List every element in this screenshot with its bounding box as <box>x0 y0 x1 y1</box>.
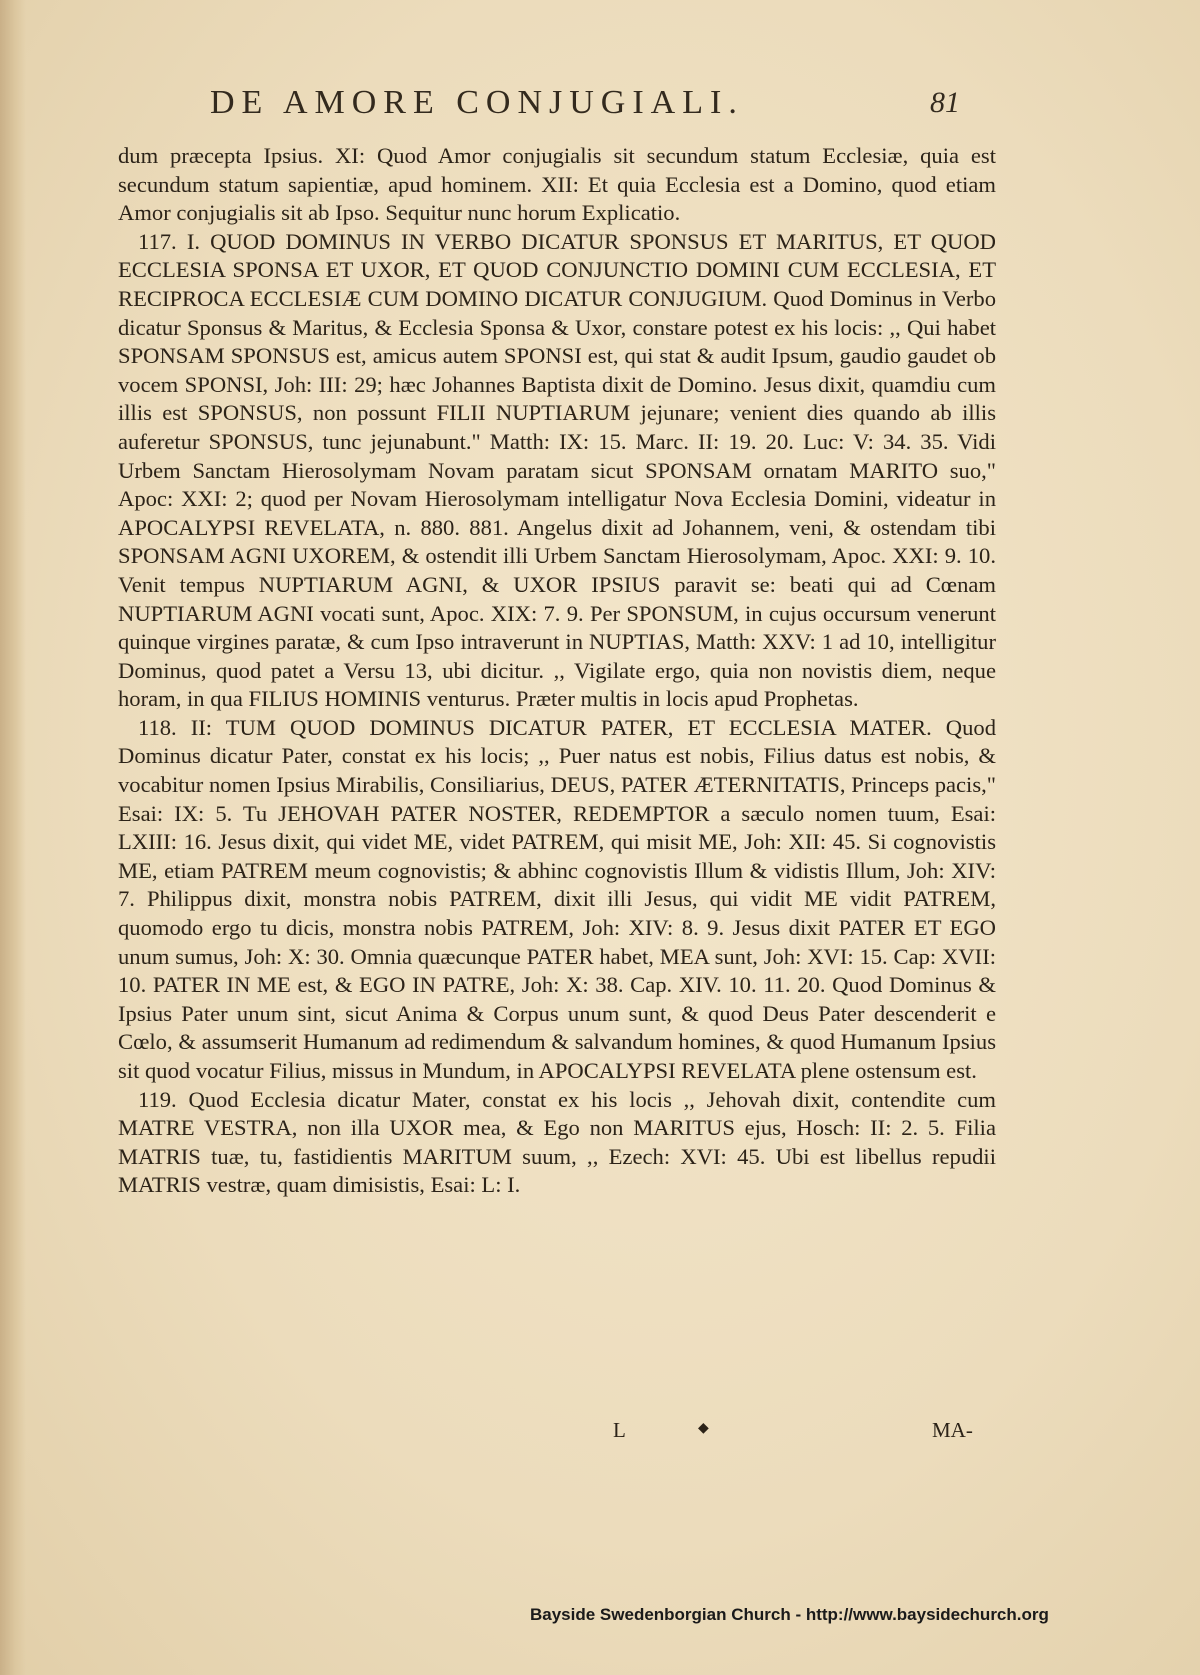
book-spine-shadow <box>0 0 26 1675</box>
catchword: MA- <box>932 1418 973 1442</box>
paragraph-119: 119. Quod Ecclesia dicatur Mater, constat ex his locis ,, Jehovah dixit, contendite cum MATRE VESTRA, non illa UXOR mea, & Ego non MARITUS ejus, Hosch: II: 2. 5. Filia MATRIS tuæ, tu, fastidientis MARITUM suum, ,, Ezech: XVI: 45. Ubi est libellus repudii MATRIS vestræ, quam dimisistis, Esai: L: I. <box>118 1086 996 1198</box>
text-body <box>118 142 996 1200</box>
printer-ornament: ◆ <box>698 1421 709 1436</box>
paragraph-117: 117. I. QUOD DOMINUS IN VERBO DICATUR SPONSUS ET MARITUS, ET QUOD ECCLESIA SPONSA ET UXOR, ET QUOD CONJUNCTIO DOMINI CUM ECCLESIA, ET RECIPROCA ECCLESIÆ CUM DOMINO DICATUR CONJUGIUM. Quod Dominus in Verbo dicatur Sponsus & Maritus, & Ecclesia Sponsa & Uxor, constare potest ex his locis: ,, Qui habet SPONSAM SPONSUS est, amicus autem SPONSI est, qui stat & audit Ipsum, gaudio gaudet ob vocem SPONSI, Joh: III: 29; hæc Johannes Baptista dixit de Domino. Jesus dixit, quamdiu cum illis est SPONSUS, non possunt FILII NUPTIARUM jejunare; venient dies quando ab illis auferetur SPONSUS, tunc jejunabunt." Matth: IX: 15. Marc. II: 19. 20. Luc: V: 34. 35. Vidi Urbem Sanctam Hierosolymam Novam paratam sicut SPONSAM ornatam MARITO suo," Apoc: XXI: 2; quod per Novam Hierosolymam intelligatur Nova Ecclesia Domini, videatur in APOCALYPSI REVELATA, n. 880. 881. Angelus dixit ad Johannem, veni, & ostendam tibi SPONSAM AGNI UXOREM, & ostendit illi Urbem Sanctam Hierosolymam, Apoc. XXI: 9. 10. Venit tempus NUPTIARUM AGNI, & UXOR IPSIUS paravit se: beati qui ad Cœnam NUPTIARUM AGNI vocati sunt, Apoc. XIX: 7. 9. Per SPONSUM, in cujus occursum venerunt quinque virgines paratæ, & cum Ipso intraverunt in NUPTIAS, Matth: XXV: 1 ad 10, intelligitur Dominus, quod patet a Versu 13, ubi dicitur. ,, Vigilate ergo, quia non novistis diem, neque horam, in qua FILIUS HOMINIS venturus. Præter multis in locis apud Prophetas. <box>118 228 996 712</box>
paragraph-118: 118. II: TUM QUOD DOMINUS DICATUR PATER, ET ECCLESIA MATER. Quod Dominus dicatur Pater, constat ex his locis; ,, Puer natus est nobis, Filius datus est nobis, & vocabitur nomen Ipsius Mirabilis, Consiliarius, DEUS, PATER ÆTERNITATIS, Princeps pacis," Esai: IX: 5. Tu JEHOVAH PATER NOSTER, REDEMPTOR a sæculo nomen tuum, Esai: LXIII: 16. Jesus dixit, qui videt ME, videt PATREM, qui misit ME, Joh: XII: 45. Si cognovistis ME, etiam PATREM meum cognovistis; & abhinc cognovistis Illum & vidistis Illum, Joh: XIV: 7. Philippus dixit, monstra nobis PATREM, dixit illi Jesus, qui vidit ME vidit PATREM, quomodo ergo tu dicis, monstra nobis PATREM, Joh: XIV: 8. 9. Jesus dixit PATER ET EGO unum sumus, Joh: X: 30. Omnia quæcunque PATER habet, MEA sunt, Joh: XVI: 15. Cap: XVII: 10. PATER IN ME est, & EGO IN PATRE, Joh: X: 38. Cap. XIV. 10. 11. 20. Quod Dominus & Ipsius Pater unum sint, sicut Anima & Corpus unum sunt, & quod Deus Pater descenderit e Cœlo, & assumserit Humanum ad redimendum & salvandum homines, & quod Humanum Ipsius sit quod vocatur Filius, missus in Mundum, in APOCALYPSI REVELATA plene ostensum est. <box>118 714 996 1083</box>
source-footer: Bayside Swedenborgian Church - http://www.baysidechurch.org <box>530 1605 1049 1624</box>
paragraph-continuation: dum præcepta Ipsius. XI: Quod Amor conjugialis sit secundum statum Ecclesiæ, quia est secundum statum sapientiæ, apud hominem. XII: Et quia Ecclesia est a Domino, quod etiam Amor conjugialis sit ab Ipso. Sequitur nunc horum Explicatio. <box>118 143 996 226</box>
page-number: 81 <box>930 86 960 119</box>
running-header: DE AMORE CONJUGIALI. <box>210 84 744 121</box>
signature-mark: L <box>613 1418 626 1442</box>
